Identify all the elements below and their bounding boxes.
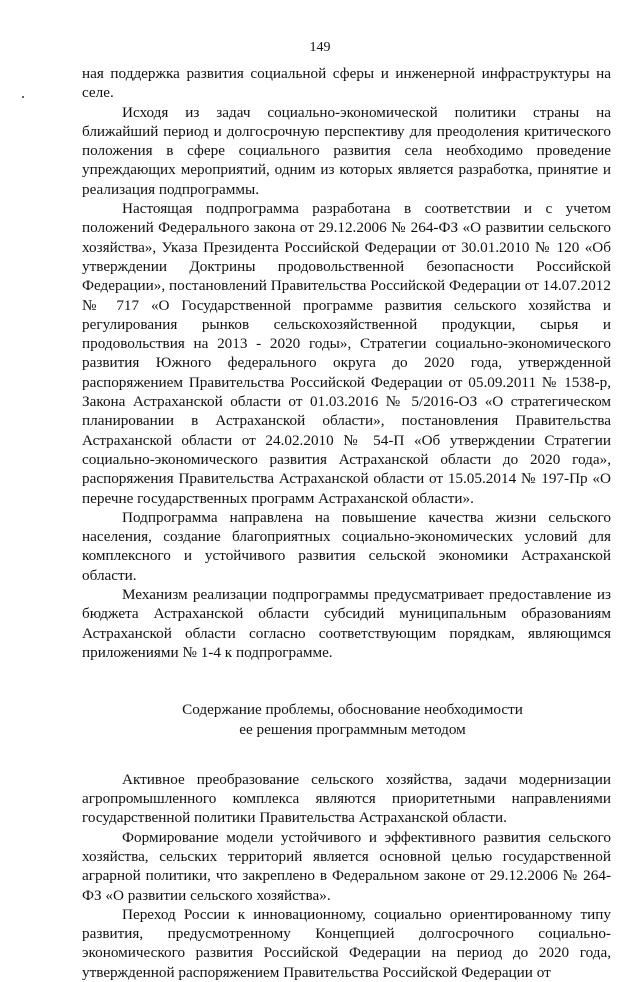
section-heading-line-2: ее решения программным методом — [239, 720, 466, 738]
paragraph: Переход России к инновационному, социально ориентированному типу развития, предусмотренному Концепцией долгосрочного социально-экономического развития Российской Федерации на период до 2020 года, утвержденной распоряжением Правительства Российской Федерации от — [82, 905, 611, 981]
paragraph: Настоящая подпрограмма разработана в соответствии и с учетом положений Федерального закона от 29.12.2006 № 264-ФЗ «О развитии сельского хозяйства», Указа Президента Российской Федерации от 30.01.2010 № 120 «Об утверждении Доктрины продовольственной безопасности Российской Федерации», постановлений Правительства Российской Федерации от 14.07.2012 № 717 «О Государственной программе развития сельского хозяйства и регулирования рынков сельскохозяйственной продукции, сырья и продовольствия на 2013 - 2020 годы», Стратегии социально-экономического развития Южного федерального округа до 2020 года, утвержденной распоряжением Правительства Российской Федерации от 05.09.2011 № 1538-р, Закона Астраханской области от 01.03.2016 № 5/2016-ОЗ «О стратегическом планировании в Астраханской области», постановления Правительства Астраханской области от 24.02.2010 № 54-П «Об утверждении Стратегии социально-экономического развития Астраханской области до 2020 года», распоряжения Правительства Астраханской области от 15.05.2014 № 197-Пр «О перечне государственных программ Астраханской области». — [82, 200, 611, 507]
paragraph-continuation: ная поддержка развития социальной сферы и инженерной инфраструктуры на селе. — [82, 65, 611, 102]
document-body — [82, 64, 611, 982]
section-heading-line-1: Содержание проблемы, обоснование необходимости — [182, 701, 523, 719]
section-heading — [82, 700, 611, 739]
paragraph: Исходя из задач социально-экономической политики страны на ближайший период и долгосрочную перспективу для преодоления критического положения в сфере социального развития села необходимо проведение упреждающих мероприятий, одним из которых является разработка, принятие и реализация подпрограммы. — [82, 103, 611, 198]
page-number: 149 — [309, 40, 331, 55]
scan-speck — [22, 96, 24, 98]
paragraph: Активное преобразование сельского хозяйства, задачи модернизации агропромышленного комплекса являются приоритетными направлениями государственной политики Правительства Астраханской области. — [82, 770, 611, 827]
paragraph: Формирование модели устойчивого и эффективного развития сельского хозяйства, сельских территорий является основной целью государственной аграрной политики, что закреплено в Федеральном законе от 29.12.2006 № 264-ФЗ «О развитии сельского хозяйства». — [82, 828, 611, 904]
paragraph: Механизм реализации подпрограммы предусматривает предоставление из бюджета Астраханской области субсидий муниципальным образованиям Астраханской области согласно соответствующим порядкам, являющимся приложениями № 1-4 к подпрограмме. — [82, 586, 611, 661]
paragraph: Подпрограмма направлена на повышение качества жизни сельского населения, создание благоприятных социально-экономических условий для комплексного и устойчивого развития сельской экономики Астраханской области. — [82, 508, 611, 584]
